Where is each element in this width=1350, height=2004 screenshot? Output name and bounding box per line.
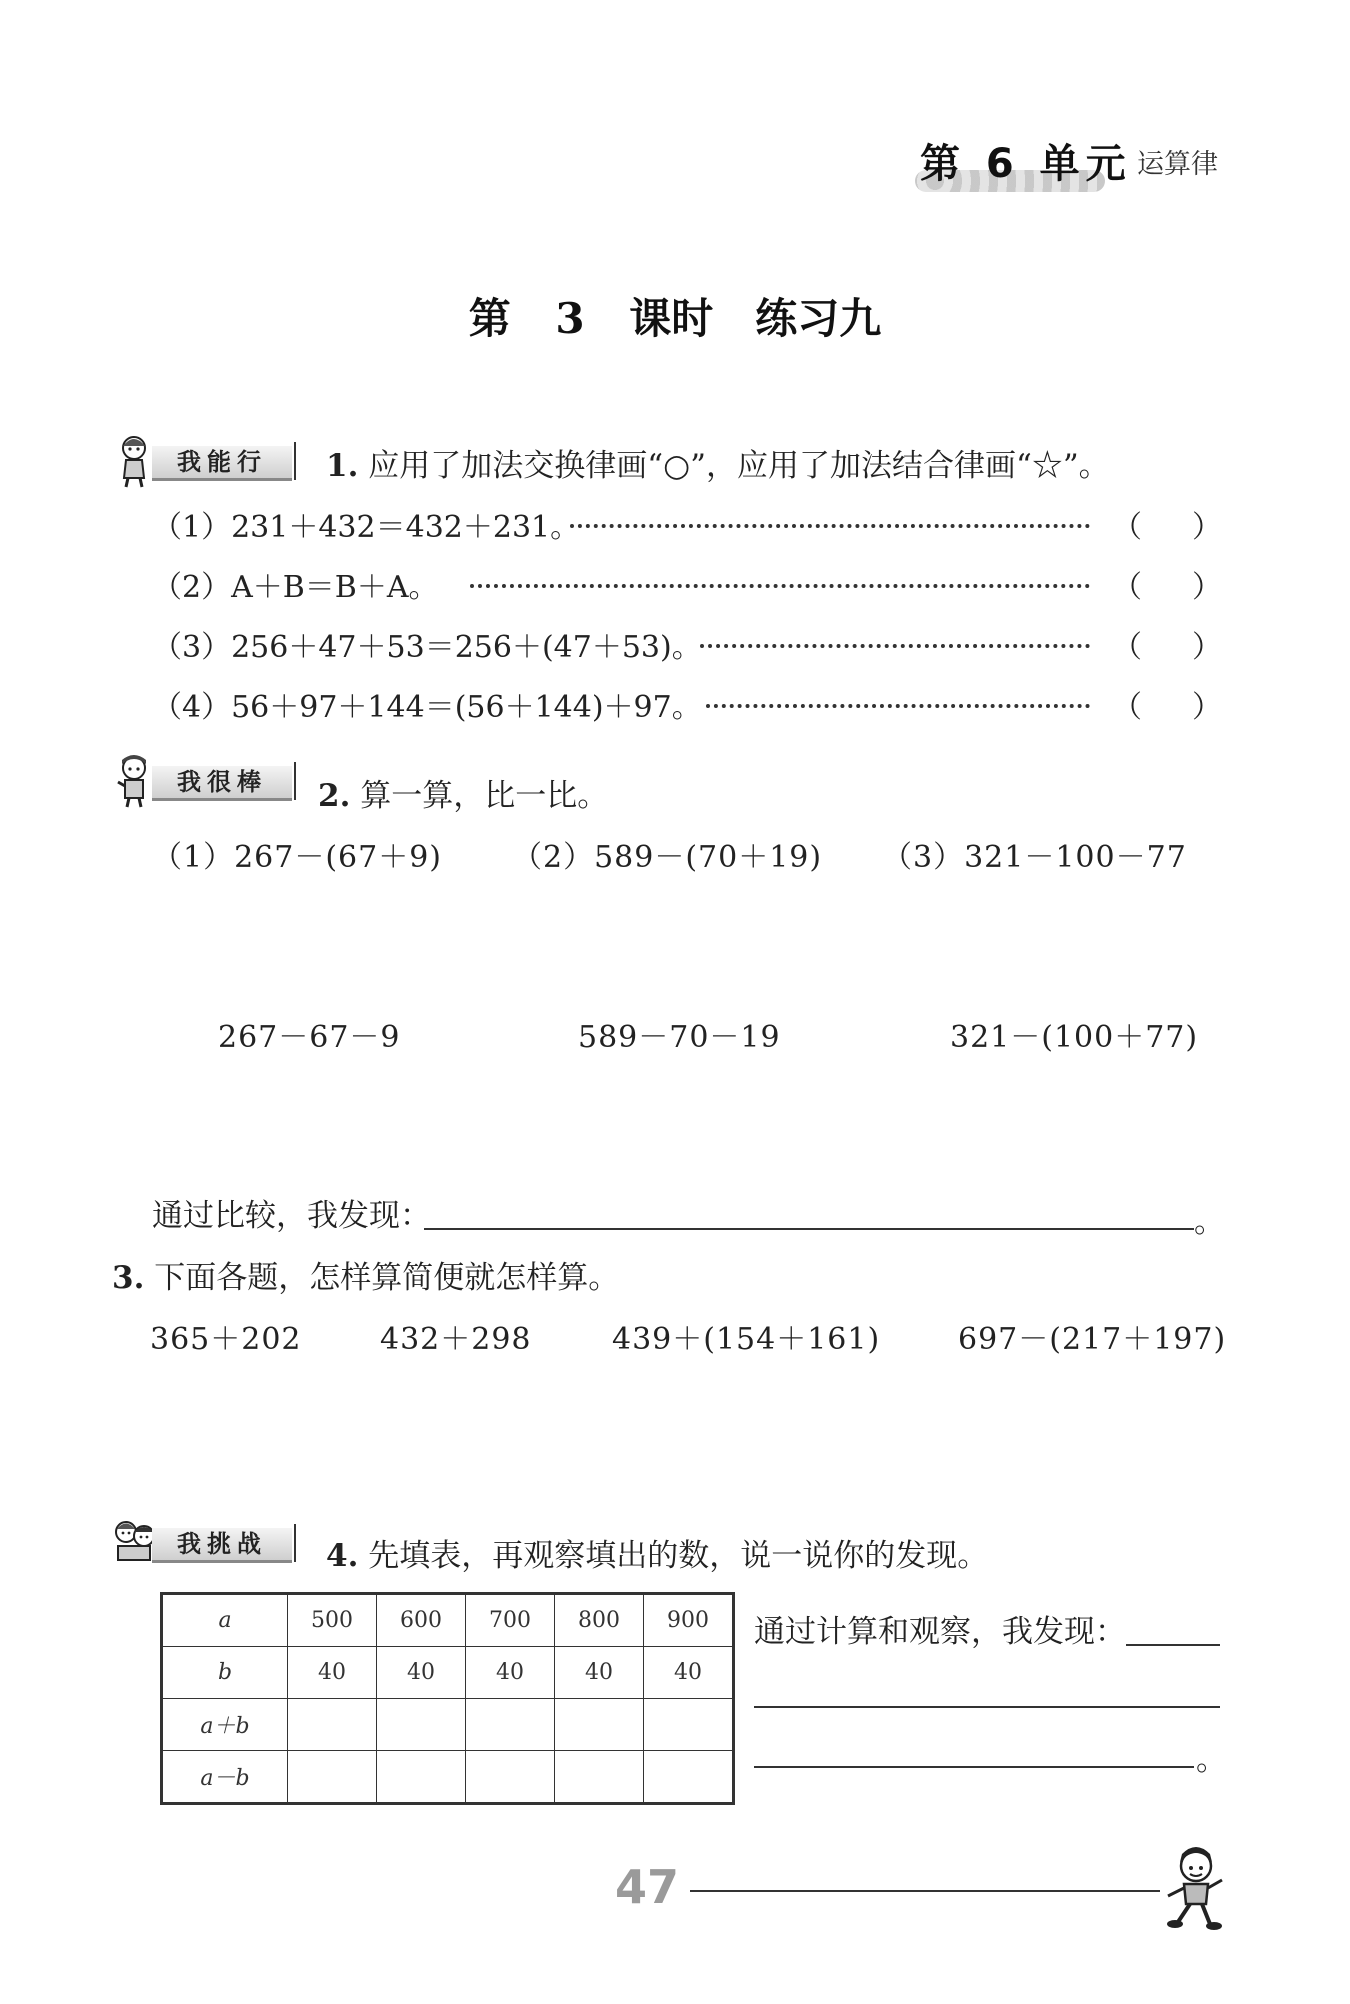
badge-divider bbox=[294, 442, 296, 480]
table-cell: 40 bbox=[555, 1647, 644, 1699]
calc-expr-1b: 267－67－9 bbox=[218, 1020, 401, 1055]
section1-badge-label: 我能行 bbox=[152, 446, 292, 481]
answer-paren-close: ） bbox=[1192, 510, 1222, 545]
question-1-prompt: 应用了加法交换律画“○”，应用了加法结合律画“☆”。 bbox=[368, 448, 1110, 484]
judge-item-3: （3）256＋47＋53＝256＋(47＋53)。 bbox=[152, 630, 702, 665]
dotted-leader bbox=[570, 524, 1090, 528]
judge-item-1: （1）231＋432＝432＋231。 bbox=[152, 510, 581, 545]
mascot-boy-icon bbox=[112, 752, 156, 808]
table-answer-cell[interactable] bbox=[466, 1699, 555, 1751]
calc-expr-2b: 589－70－19 bbox=[578, 1020, 781, 1055]
table-answer-cell[interactable] bbox=[466, 1751, 555, 1804]
table-answer-cell[interactable] bbox=[555, 1699, 644, 1751]
table-row bbox=[162, 1647, 734, 1699]
finding-end-2: 。 bbox=[1194, 1204, 1225, 1240]
finding-label-2: 通过比较，我发现： bbox=[152, 1198, 431, 1234]
page-number: 47 bbox=[615, 1860, 680, 1914]
finding-answer-line[interactable] bbox=[754, 1706, 1220, 1708]
answer-paren-close: ） bbox=[1192, 630, 1222, 665]
finding-answer-line[interactable] bbox=[424, 1228, 1194, 1230]
answer-paren-close: ） bbox=[1192, 570, 1222, 605]
simplify-expr-2: 432＋298 bbox=[380, 1322, 532, 1357]
table-answer-cell[interactable] bbox=[377, 1699, 466, 1751]
judge-item-2: （2）A＋B＝B＋A。 bbox=[152, 570, 439, 605]
table-answer-cell[interactable] bbox=[288, 1751, 377, 1804]
table-answer-cell[interactable] bbox=[288, 1699, 377, 1751]
section1-badge bbox=[112, 432, 292, 488]
answer-paren-open: （ bbox=[1112, 510, 1142, 545]
simplify-expr-3: 439＋(154＋161) bbox=[612, 1322, 881, 1357]
section2-badge-label: 我很棒 bbox=[152, 766, 292, 801]
question-4-number: 4. bbox=[326, 1538, 359, 1574]
question-3-number: 3. bbox=[112, 1260, 145, 1296]
unit-subtitle: 运算律 bbox=[1137, 149, 1218, 180]
mascot-girl-icon bbox=[112, 432, 156, 488]
calc-expr-2a: （2）589－(70＋19) bbox=[512, 840, 823, 875]
calc-expr-1a: （1）267－(67＋9) bbox=[152, 840, 443, 875]
finding-end-4: 。 bbox=[1196, 1742, 1227, 1778]
badge-divider bbox=[294, 762, 296, 800]
answer-paren-close: ） bbox=[1192, 690, 1222, 725]
answer-paren-open: （ bbox=[1112, 630, 1142, 665]
mascot-pair-icon bbox=[112, 1514, 156, 1570]
dotted-leader bbox=[706, 704, 1090, 708]
row-header: a－b bbox=[162, 1751, 288, 1804]
question-2-prompt: 算一算，比一比。 bbox=[360, 778, 609, 814]
question-4-prompt: 先填表，再观察填出的数，说一说你的发现。 bbox=[368, 1538, 989, 1574]
question-3-prompt: 下面各题，怎样算简便就怎样算。 bbox=[154, 1260, 620, 1296]
simplify-expr-4: 697－(217＋197) bbox=[958, 1322, 1227, 1357]
row-header: a＋b bbox=[162, 1699, 288, 1751]
table-cell: 600 bbox=[377, 1594, 466, 1647]
table-cell: 40 bbox=[466, 1647, 555, 1699]
table-row bbox=[162, 1751, 734, 1804]
unit-title: 第 6 单元 bbox=[920, 141, 1132, 187]
table-row bbox=[162, 1699, 734, 1751]
mascot-running-icon bbox=[1160, 1844, 1230, 1930]
table-answer-cell[interactable] bbox=[555, 1751, 644, 1804]
table-answer-cell[interactable] bbox=[644, 1699, 734, 1751]
finding-answer-line[interactable] bbox=[1126, 1644, 1220, 1646]
table-answer-cell[interactable] bbox=[377, 1751, 466, 1804]
dotted-leader bbox=[700, 644, 1090, 648]
finding-label-4: 通过计算和观察，我发现： bbox=[754, 1614, 1126, 1650]
calc-expr-3b: 321－(100＋77) bbox=[950, 1020, 1199, 1055]
dotted-leader bbox=[470, 584, 1090, 588]
table-cell: 40 bbox=[644, 1647, 734, 1699]
table-cell: 40 bbox=[377, 1647, 466, 1699]
table-row bbox=[162, 1594, 734, 1647]
table-answer-cell[interactable] bbox=[644, 1751, 734, 1804]
table-cell: 700 bbox=[466, 1594, 555, 1647]
section4-badge-label: 我挑战 bbox=[152, 1528, 292, 1563]
section4-badge bbox=[112, 1514, 292, 1570]
question-3 bbox=[112, 1252, 619, 1297]
table-cell: 800 bbox=[555, 1594, 644, 1647]
footer-rule bbox=[690, 1890, 1160, 1892]
lesson-title: 第 3 课时 练习九 bbox=[468, 294, 882, 343]
answer-paren-open: （ bbox=[1112, 690, 1142, 725]
judge-item-4: （4）56＋97＋144＝(56＋144)＋97。 bbox=[152, 690, 702, 725]
row-header: b bbox=[162, 1647, 288, 1699]
answer-paren-open: （ bbox=[1112, 570, 1142, 605]
table-cell: 40 bbox=[288, 1647, 377, 1699]
section2-badge bbox=[112, 752, 292, 808]
question-1 bbox=[326, 440, 1110, 485]
table-cell: 900 bbox=[644, 1594, 734, 1647]
question-2-number: 2. bbox=[318, 778, 351, 814]
question-2 bbox=[318, 770, 608, 815]
simplify-expr-1: 365＋202 bbox=[150, 1322, 302, 1357]
row-header: a bbox=[162, 1594, 288, 1647]
calc-expr-3a: （3）321－100－77 bbox=[882, 840, 1187, 875]
finding-answer-line[interactable] bbox=[754, 1766, 1194, 1768]
table-cell: 500 bbox=[288, 1594, 377, 1647]
question-1-number: 1. bbox=[326, 448, 359, 484]
badge-divider bbox=[294, 1524, 296, 1562]
fill-in-table bbox=[160, 1592, 735, 1805]
question-4 bbox=[326, 1530, 988, 1575]
